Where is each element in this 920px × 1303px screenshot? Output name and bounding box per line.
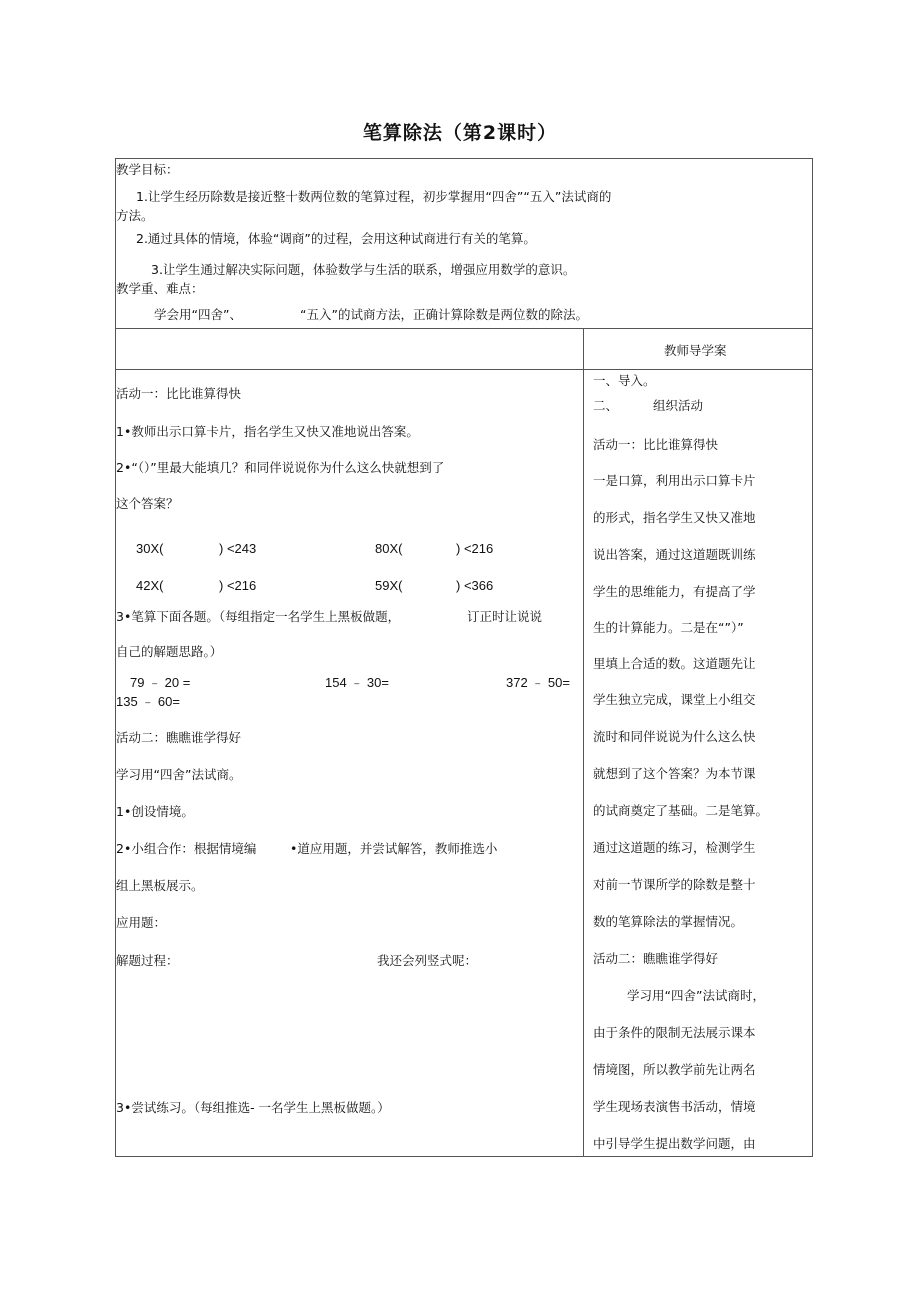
guide-line-7: 学生的思维能力，有提高了学 [593, 584, 756, 599]
guide-line-1: 一、导入。 [593, 373, 656, 388]
objective-1-line1: 1.让学生经历除数是接近整十数两位数的笔算过程，初步掌握用“四舍”“五入”法试商的 [136, 189, 612, 204]
calc-1: 79 ﹣ 20 = [130, 675, 191, 690]
activity1-item2-line2: 这个答案？ [116, 496, 179, 511]
guide-line-19: 由于条件的限制无法展示课本 [593, 1025, 756, 1040]
activity2-title: 活动二：瞧瞧谁学得好 [116, 730, 242, 745]
inequality-1-right: ) <243 [219, 541, 257, 556]
activity1-title: 活动一：比比谁算得快 [116, 386, 242, 401]
guide-line-14: 通过这道题的练习，检测学生 [593, 840, 756, 855]
column-divider [583, 328, 584, 1157]
guide-line-2-num: 二、 [593, 398, 619, 413]
guide-line-15: 对前一节课所学的除数是整十 [593, 877, 756, 892]
objective-2: 2.通过具体的情境，体验“调商”的过程，会用这种试商进行有关的笔算。 [136, 231, 536, 246]
inequality-4-right: ) <366 [456, 578, 494, 593]
activity1-item2-line1: 2•“（）”里最大能填几？和同伴说说你为什么这么快就想到了 [116, 460, 445, 475]
activity1-item3-part1: 3•笔算下面各题。（每组指定一名学生上黑板做题， [116, 609, 401, 624]
key-points-part1: 学会用“四舍”、 [154, 307, 242, 322]
calc-4: 135 ﹣ 60= [116, 694, 180, 709]
guide-line-21: 学生现场表演售书活动，情境 [593, 1099, 756, 1114]
guide-line-12: 就想到了这个答案？为本节课 [593, 766, 756, 781]
activity2-item2-line2: 组上黑板展示。 [116, 878, 204, 893]
calc-3: 372 ﹣ 50= [506, 675, 570, 690]
guide-line-22: 中引导学生提出数学问题，由 [593, 1136, 756, 1151]
inequality-2-left: 80X( [375, 541, 403, 556]
guide-line-6: 说出答案，通过这道题既训练 [593, 547, 756, 562]
guide-line-20: 情境图，所以教学前先让两名 [593, 1062, 756, 1077]
guide-line-4: 一是口算，利用出示口算卡片 [593, 473, 756, 488]
guide-line-13: 的试商奠定了基础。二是笔算。 [593, 803, 769, 818]
guide-line-9: 里填上合适的数。这道题先让 [593, 656, 756, 671]
objectives-label: 教学目标： [116, 162, 179, 177]
guide-line-5: 的形式，指名学生又快又准地 [593, 510, 756, 525]
inequality-3-right: ) <216 [219, 578, 257, 593]
objective-3: 3.让学生通过解决实际问题，体验数学与生活的联系，增强应用数学的意识。 [151, 262, 576, 277]
inequality-4-left: 59X( [375, 578, 403, 593]
guide-header: 教师导学案 [664, 343, 727, 358]
guide-line-3: 活动一：比比谁算得快 [593, 437, 719, 452]
process-label: 解题过程： [116, 953, 179, 968]
activity2-item1: 1•创设情境。 [116, 804, 194, 819]
guide-line-17: 活动二：瞧瞧谁学得好 [593, 951, 719, 966]
inequality-1-left: 30X( [136, 541, 164, 556]
divider-header [115, 369, 813, 370]
activity1-item3-part2: 订正时让说说 [467, 609, 543, 624]
guide-line-8: 生的计算能力。二是在“”）” [593, 620, 744, 635]
key-points-label: 教学重、难点： [116, 281, 204, 296]
inequality-2-right: ) <216 [456, 541, 494, 556]
activity2-item2-part2: •道应用题，并尝试解答，教师推选小 [290, 841, 498, 856]
vertical-label: 我还会列竖式呢： [377, 953, 478, 968]
guide-line-11: 流时和同伴说说为什么这么快 [593, 729, 756, 744]
page-title: 笔算除法（第2课时） [362, 122, 558, 144]
application-label: 应用题： [116, 915, 167, 930]
activity2-intro: 学习用“四舍”法试商。 [116, 767, 242, 782]
calc-2: 154 ﹣ 30= [325, 675, 389, 690]
activity2-item2-part1: 2•小组合作：根据情境编 [116, 841, 257, 856]
objective-1-line2: 方法。 [116, 208, 154, 223]
activity2-item3: 3•尝试练习。（每组推选- 一名学生上黑板做题。） [116, 1100, 390, 1115]
inequality-3-left: 42X( [136, 578, 164, 593]
guide-line-18: 学习用“四舍”法试商时， [627, 988, 765, 1003]
guide-line-10: 学生独立完成，课堂上小组交 [593, 692, 756, 707]
guide-line-16: 数的笔算除法的掌握情况。 [593, 914, 744, 929]
divider-objectives [115, 328, 813, 329]
activity1-item3-line2: 自己的解题思路。） [116, 644, 223, 659]
activity1-item1: 1•教师出示口算卡片，指名学生又快又准地说出答案。 [116, 424, 419, 439]
key-points-part2: “五入”的试商方法，正确计算除数是两位数的除法。 [300, 307, 588, 322]
guide-line-2-text: 组织活动 [653, 398, 704, 413]
